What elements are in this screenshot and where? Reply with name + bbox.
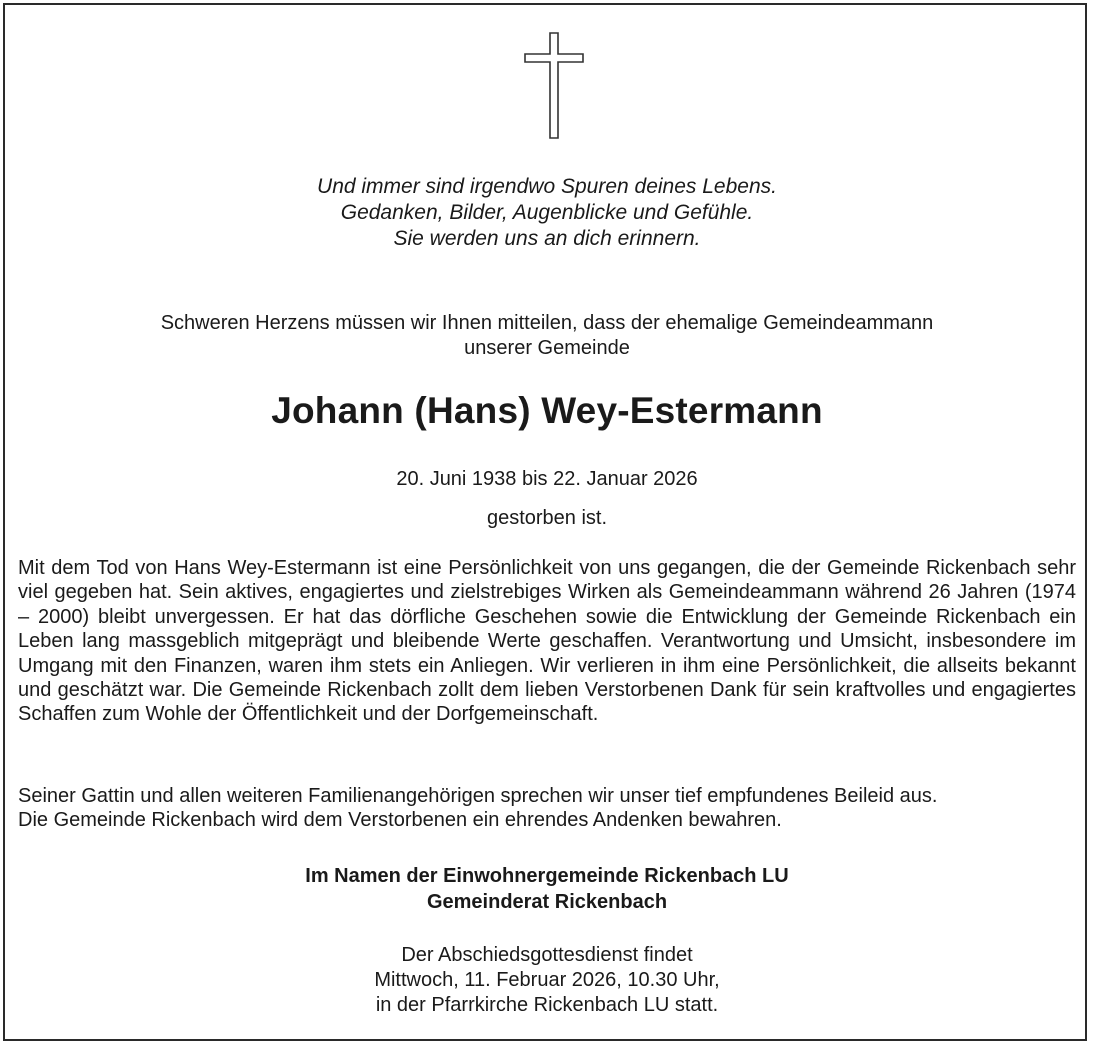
verse-line: Gedanken, Bilder, Augenblicke und Gefühle. (340, 201, 754, 224)
verse-line: Sie werden uns an dich erinnern. (393, 227, 701, 250)
signature-line: Gemeinderat Rickenbach (426, 891, 668, 913)
died-text: gestorben ist. (486, 507, 608, 529)
verse-line: Und immer sind irgendwo Spuren deines Lebens. (317, 175, 777, 198)
condolence-line: Seiner Gattin und allen weiteren Familienangehörigen sprechen wir unser tief empfundenes Beileid aus. (18, 785, 938, 807)
service-line: in der Pfarrkirche Rickenbach LU statt. (375, 994, 719, 1016)
memorial-verse (0, 174, 1094, 252)
service-line: Mittwoch, 11. Februar 2026, 10.30 Uhr, (374, 969, 720, 991)
announcement-intro (0, 311, 1094, 361)
condolence-paragraph (18, 784, 1076, 833)
signature-line: Im Namen der Einwohnergemeinde Rickenbach LU (305, 865, 789, 887)
funeral-service-info (0, 943, 1094, 1018)
tribute-paragraph: Mit dem Tod von Hans Wey-Estermann ist eine Persönlichkeit von uns gegangen, die der Gemeinde Rickenbach sehr viel gegeben hat. Sein aktives, engagiertes und zielstrebiges Wirken als Gemeindeammann während 26 Jahren (1974 – 2000) bleibt unvergessen. Er hat das dörfliche Geschehen sowie die Entwicklung der Gemeinde Rickenbach ein Leben lang massgeblich mitgeprägt und bleibende Werte geschaffen. Verantwortung und Umsicht, insbesondere im Umgang mit den Finanzen, waren ihm stets ein Anliegen. Wir verlieren in ihm eine Persönlichkeit, die allseits bekannt und geschätzt war. Die Gemeinde Rickenbach zollt dem lieben Verstorbenen Dank für sein kraftvolles und engagiertes Schaffen zum Wohle der Öffentlichkeit und der Dorfgemeinschaft. (18, 557, 1076, 726)
condolence-line: Die Gemeinde Rickenbach wird dem Verstorbenen ein ehrendes Andenken bewahren. (18, 809, 782, 832)
signature-block (0, 863, 1094, 915)
intro-line: Schweren Herzens müssen wir Ihnen mitteilen, dass der ehemalige Gemeindeammann (160, 312, 934, 334)
intro-line: unserer Gemeinde (464, 337, 630, 359)
service-line: Der Abschiedsgottesdienst findet (401, 944, 693, 966)
life-dates: 20. Juni 1938 bis 22. Januar 2026 (396, 468, 698, 490)
deceased-name: Johann (Hans) Wey-Estermann (271, 390, 823, 431)
cross-icon (522, 32, 586, 140)
